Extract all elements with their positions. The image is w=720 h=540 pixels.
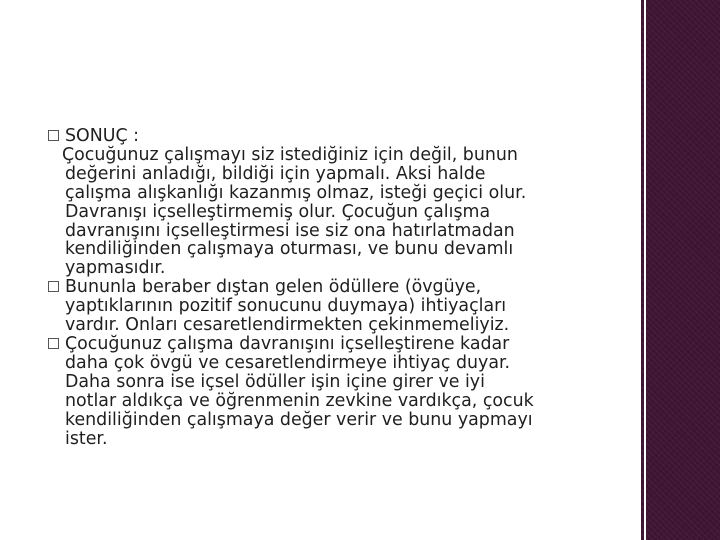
paragraph-line: Bununla beraber dıştan gelen ödüllere (övgüye, [65,277,482,298]
paragraph-line: Davranışı içselleştirmemiş olur. Çocuğun çalışma [65,201,491,222]
paragraph-line: çalışma alışkanlığı kazanmış olmaz, isteği geçici olur. [65,182,527,203]
checkbox-bullet-icon [48,130,59,141]
paragraph-line: Daha sonra ise içsel ödüller işin içine girer ve iyi [65,371,485,392]
checkbox-bullet-icon [48,281,59,292]
paragraph-line: vardır. Onları cesaretlendirmekten çekinmemeliyiz. [65,315,510,336]
paragraph-line: değerini anladığı, bildiği için yapmalı. Aksi halde [65,163,486,184]
paragraph-line: notlar aldıkça ve öğrenmenin zevkine vardıkça, çocuk [65,390,534,411]
checkbox-bullet-icon [48,338,59,349]
slide-content [48,127,613,448]
paragraph-line: kendiliğinden çalışmaya değer verir ve bunu yapmayı [65,409,533,430]
paragraph-line: Çocuğunuz çalışmayı siz istediğiniz için değil, bunun [62,144,518,165]
paragraph-line: davranışını içselleştirmesi ise siz ona hatırlatmadan [65,220,515,241]
decorative-side-panel [641,0,720,540]
conclusion-heading: SONUÇ : [65,126,139,146]
paragraph-line: kendiliğinden çalışmaya oturması, ve bunu devamlı [65,239,514,260]
bullet-item-conclusion [48,127,613,278]
paragraph-line: daha çok övgü ve cesaretlendirmeye ihtiyaç duyar. [65,352,511,373]
paragraph-line: ister. [65,428,108,449]
panel-divider [644,0,646,540]
bullet-item-internalization [48,335,613,448]
paragraph-line: Çocuğunuz çalışma davranışını içselleştirene kadar [65,333,510,354]
bullet-item-external-rewards [48,278,613,335]
paragraph-line: yaptıklarının pozitif sonucunu duymaya) ihtiyaçları [65,296,507,317]
paragraph-line: yapmasıdır. [65,258,166,279]
